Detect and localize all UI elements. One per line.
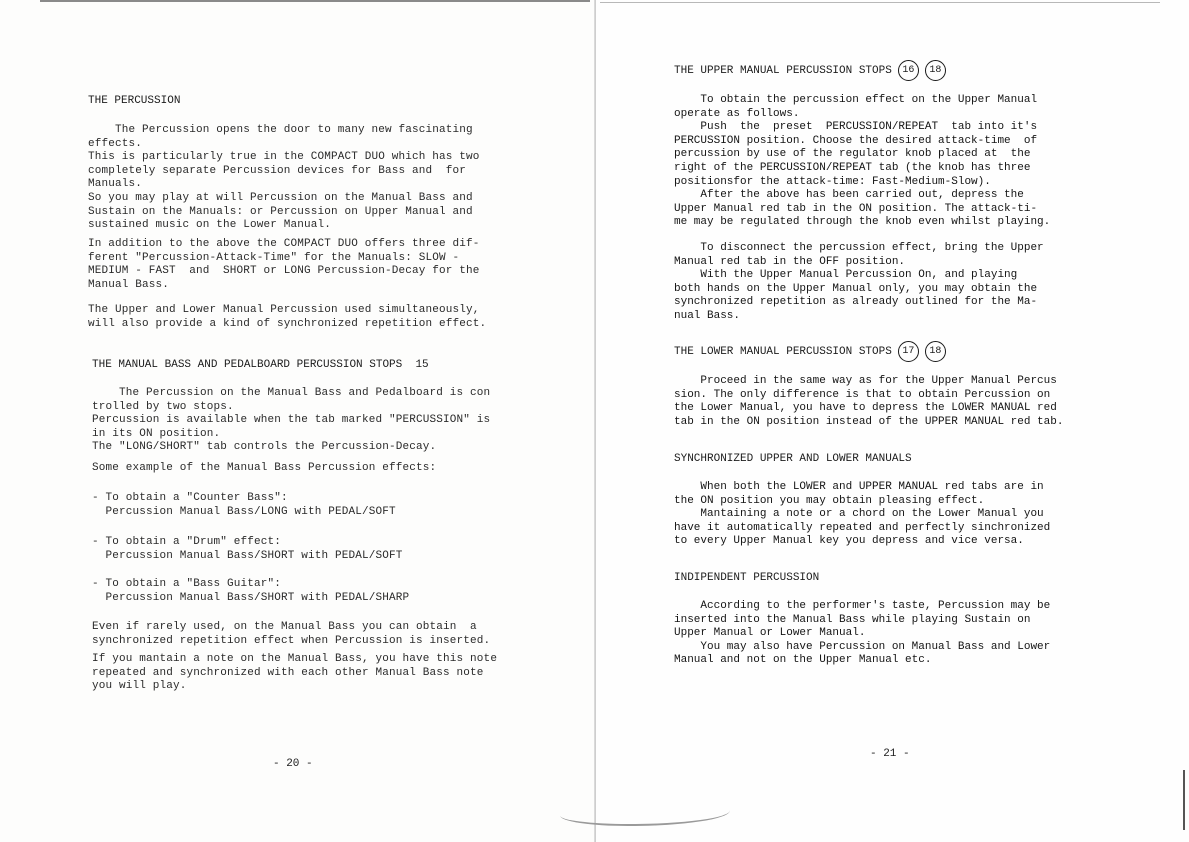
paragraph-controlled: The Percussion on the Manual Bass and Pedalboard is con trolled by two stops. Percussion is available when the tab marked "PERCUSSION" is in its ON position. The "LONG/SHORT" tab controls the Percussion-Decay. bbox=[92, 387, 491, 454]
page-curl-shadow bbox=[560, 800, 730, 826]
heading-upper-manual-row bbox=[674, 60, 946, 81]
stop-number-badge: 18 bbox=[925, 341, 946, 362]
paragraph-when-both: When both the LOWER and UPPER MANUAL red tabs are in the ON position you may obtain pleasing effect. Mantaining a note or a chord on the Lower Manual you have it automatically repeated and perfectly sinchronized to every Upper Manual key you depress and vice versa. bbox=[674, 481, 1051, 548]
stop-number-badge: 17 bbox=[898, 341, 919, 362]
paragraph-obtain-upper: To obtain the percussion effect on the Upper Manual operate as follows. Push the preset PERCUSSION/REPEAT tab into it's PERCUSSION position. Choose the desired attack-time of percussion by use of the regulator knob placed at the right of the PERCUSSION/REPEAT tab (the knob has three positionsfor the attack-time: Fast-Medium-Slow). After the above has been carried out, depress the Upper Manual red tab in the ON position. The attack-ti- me may be regulated through the knob even whilst playing. bbox=[674, 94, 1051, 229]
paragraph-rarely-used: Even if rarely used, on the Manual Bass you can obtain a synchronized repetition effect when Percussion is inserted. bbox=[92, 621, 491, 647]
page-edge-mark bbox=[1183, 770, 1185, 830]
paragraph-disconnect: To disconnect the percussion effect, bring the Upper Manual red tab in the OFF position. With the Upper Manual Percussion On, and playing both hands on the Upper Manual only, you may obtain the synchronized repetition as already outlined for the Ma- nual Bass. bbox=[674, 242, 1044, 322]
paragraph-addition: In addition to the above the COMPACT DUO offers three dif- ferent "Percussion-Attack-Time" for the Manuals: SLOW - MEDIUM - FAST and SHORT or LONG Percussion-Decay for the Manual Bass. bbox=[88, 238, 480, 291]
page-number-right: - 21 - bbox=[870, 748, 910, 760]
page-number-left: - 20 - bbox=[273, 758, 313, 770]
paragraph-example-intro: Some example of the Manual Bass Percussion effects: bbox=[92, 462, 437, 474]
page-top-edge bbox=[600, 2, 1160, 3]
paragraph-maintain-note: If you mantain a note on the Manual Bass, you have this note repeated and synchronized with each other Manual Bass note you will play. bbox=[92, 653, 498, 693]
paragraph-according: According to the performer's taste, Percussion may be inserted into the Manual Bass while playing Sustain on Upper Manual or Lower Manual. You may also have Percussion on Manual Bass and Lower Manual and not on the Upper Manual etc. bbox=[674, 600, 1051, 667]
stop-number-badge: 18 bbox=[925, 60, 946, 81]
example-counter-bass: - To obtain a "Counter Bass": Percussion Manual Bass/LONG with PEDAL/SOFT bbox=[92, 492, 396, 518]
heading-independent: INDIPENDENT PERCUSSION bbox=[674, 572, 820, 584]
example-bass-guitar: - To obtain a "Bass Guitar": Percussion Manual Bass/SHORT with PEDAL/SHARP bbox=[92, 578, 410, 604]
paragraph-intro: The Percussion opens the door to many new fascinating effects. This is particularly true in the COMPACT DUO which has two completely separate Percussion devices for Bass and for Manuals. So you may play at will Percussion on the Manual Bass and Sustain on the Manuals: or Percussion on Upper Manual and sustained music on the Lower Manual. bbox=[88, 124, 480, 232]
heading-synchronized: SYNCHRONIZED UPPER AND LOWER MANUALS bbox=[674, 453, 912, 465]
heading-percussion: THE PERCUSSION bbox=[88, 95, 181, 107]
page-top-edge bbox=[40, 0, 590, 2]
heading-manual-bass-pedalboard: THE MANUAL BASS AND PEDALBOARD PERCUSSION STOPS 15 bbox=[92, 359, 429, 371]
paragraph-upper-lower: The Upper and Lower Manual Percussion used simultaneously, will also provide a kind of synchronized repetition effect. bbox=[88, 304, 487, 330]
paragraph-proceed-lower: Proceed in the same way as for the Upper Manual Percus sion. The only difference is that to obtain Percussion on the Lower Manual, you have to depress the LOWER MANUAL red tab in the ON position instead of the UPPER MANUAL red tab. bbox=[674, 375, 1064, 428]
heading-lower-manual: THE LOWER MANUAL PERCUSSION STOPS bbox=[674, 345, 892, 358]
heading-lower-manual-row bbox=[674, 341, 946, 362]
right-page bbox=[596, 0, 1189, 842]
heading-upper-manual: THE UPPER MANUAL PERCUSSION STOPS bbox=[674, 64, 892, 77]
example-drum: - To obtain a "Drum" effect: Percussion Manual Bass/SHORT with PEDAL/SOFT bbox=[92, 536, 403, 562]
stop-number-badge: 16 bbox=[898, 60, 919, 81]
